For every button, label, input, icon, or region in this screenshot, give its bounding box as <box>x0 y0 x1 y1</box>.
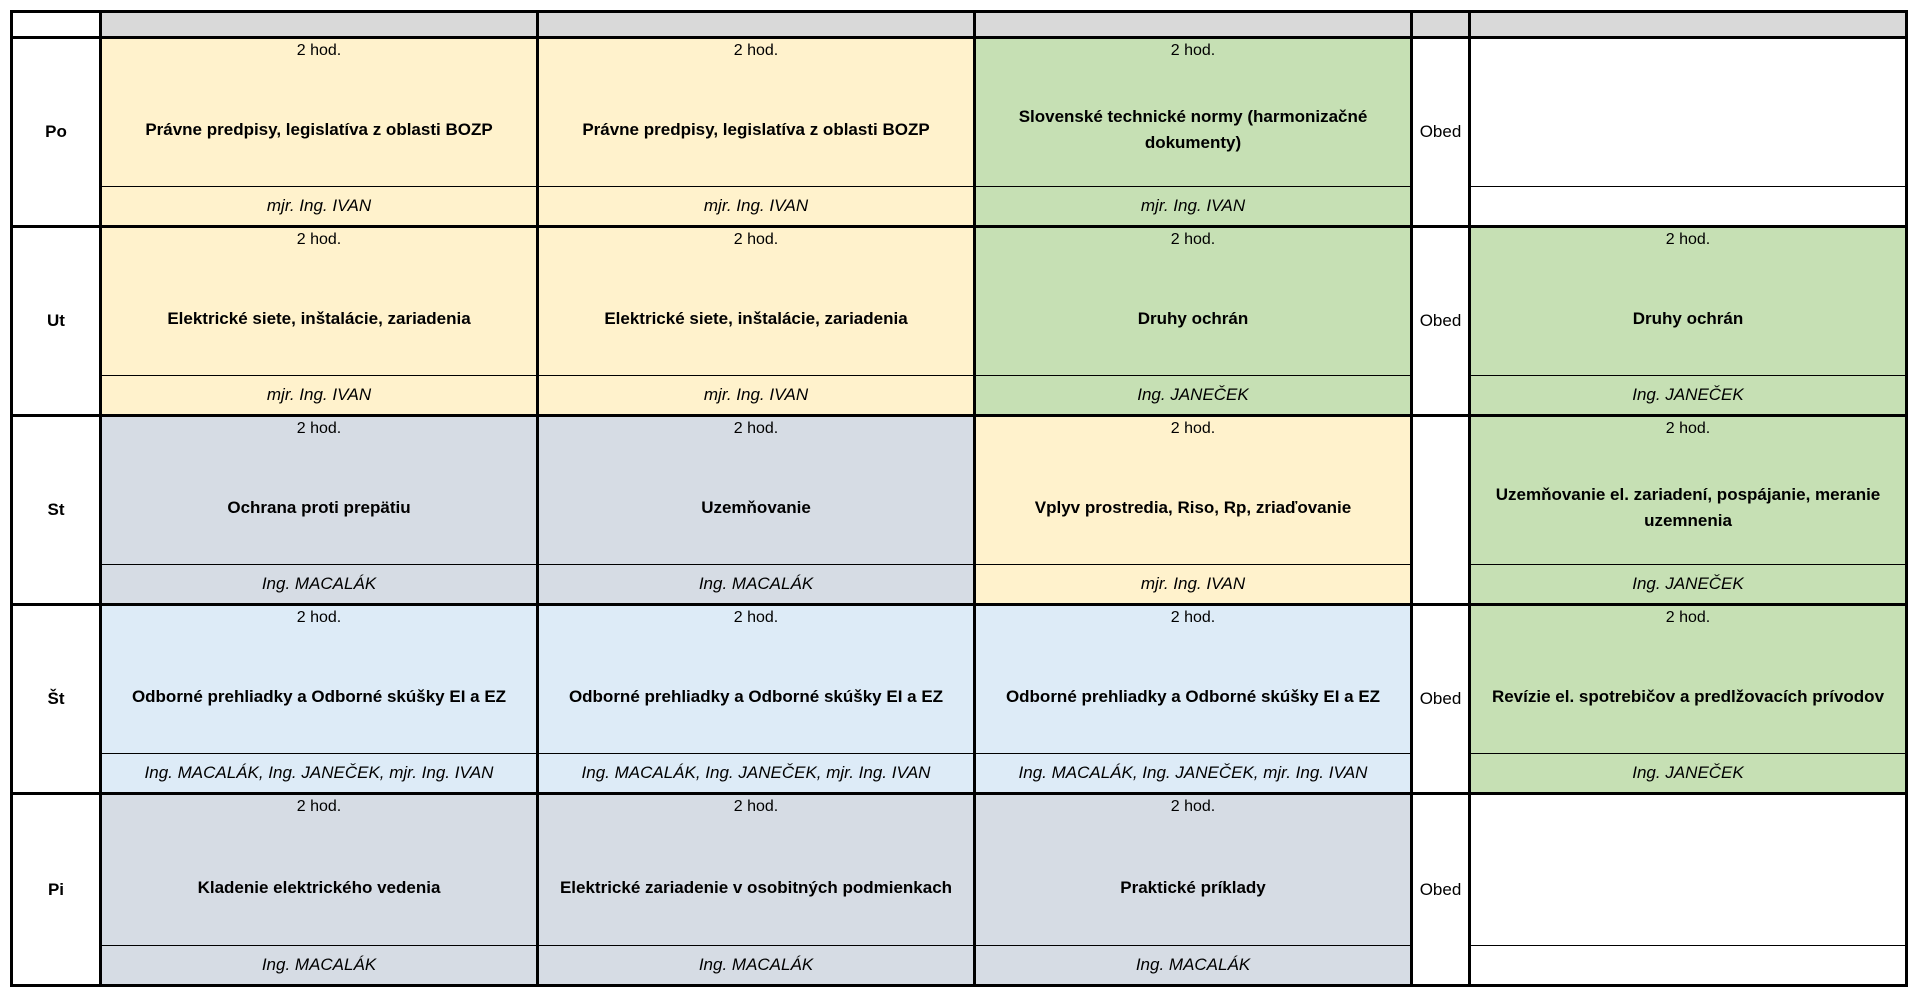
lesson-cell <box>99 417 536 606</box>
lesson-title: Právne predpisy, legislatíva z oblasti BOZP <box>582 120 930 139</box>
day-label: Po <box>13 39 99 228</box>
lesson-cell <box>536 417 973 606</box>
lesson-lecturer: mjr. Ing. IVAN <box>539 375 973 414</box>
lesson-cell <box>973 417 1410 606</box>
lesson-hours: 2 hod. <box>733 42 779 59</box>
lesson-hours: 2 hod. <box>296 42 342 59</box>
lesson-title <box>1678 798 1698 945</box>
lesson-lecturer <box>1471 186 1905 225</box>
lesson-title: Elektrické siete, inštalácie, zariadenia <box>167 309 471 328</box>
lesson-lecturer: mjr. Ing. IVAN <box>976 564 1410 603</box>
lesson-cell <box>1468 606 1905 795</box>
header-slot-1 <box>99 13 536 39</box>
header-lunch <box>1410 13 1468 39</box>
lesson-lecturer: mjr. Ing. IVAN <box>539 186 973 225</box>
lesson-cell <box>973 228 1410 417</box>
lesson-lecturer: Ing. MACALÁK <box>539 564 973 603</box>
lesson-lecturer: Ing. JANEČEK <box>1471 375 1905 414</box>
lesson-cell <box>1468 228 1905 417</box>
lesson-lecturer <box>1471 945 1905 984</box>
lesson-cell <box>973 795 1410 984</box>
lesson-cell <box>536 606 973 795</box>
lesson-hours: 2 hod. <box>1665 609 1711 626</box>
schedule-table <box>10 10 1908 987</box>
lesson-title: Kladenie elektrického vedenia <box>197 877 441 897</box>
lesson-title: Ochrana proti prepätiu <box>227 498 411 517</box>
lesson-lecturer: Ing. MACALÁK, Ing. JANEČEK, mjr. Ing. IVAN <box>102 753 536 792</box>
lesson-hours: 2 hod. <box>296 798 342 815</box>
lesson-cell <box>973 606 1410 795</box>
lesson-cell <box>536 39 973 228</box>
lesson-title: Vplyv prostredia, Riso, Rp, zriaďovanie <box>1034 498 1352 517</box>
day-label: Št <box>13 606 99 795</box>
lesson-hours: 2 hod. <box>1665 231 1711 248</box>
lesson-lecturer: Ing. MACALÁK, Ing. JANEČEK, mjr. Ing. IVAN <box>976 753 1410 792</box>
lesson-cell <box>99 228 536 417</box>
lesson-lecturer: Ing. JANEČEK <box>976 375 1410 414</box>
lesson-title: Elektrické siete, inštalácie, zariadenia <box>604 309 908 328</box>
day-label: Pi <box>47 879 65 899</box>
lesson-lecturer: Ing. JANEČEK <box>1471 564 1905 603</box>
lesson-cell <box>99 39 536 228</box>
lesson-hours: 2 hod. <box>1665 420 1711 437</box>
lesson-title: Uzemňovanie <box>701 498 811 517</box>
lesson-hours: 2 hod. <box>296 609 342 626</box>
lesson-hours: 2 hod. <box>733 420 779 437</box>
lunch-label <box>1410 417 1468 606</box>
lesson-lecturer: Ing. MACALÁK, Ing. JANEČEK, mjr. Ing. IVAN <box>539 753 973 792</box>
lesson-title: Právne predpisy, legislatíva z oblasti BOZP <box>145 120 493 139</box>
lesson-hours: 2 hod. <box>733 609 779 626</box>
lesson-title: Druhy ochrán <box>1632 309 1744 328</box>
lesson-cell <box>99 795 536 984</box>
lesson-hours: 2 hod. <box>1170 231 1216 248</box>
lesson-lecturer: mjr. Ing. IVAN <box>976 186 1410 225</box>
lesson-title: Uzemňovanie el. zariadení, pospájanie, meranie uzemnenia <box>1495 485 1881 530</box>
day-label: Ut <box>13 228 99 417</box>
lesson-cell <box>1468 417 1905 606</box>
lesson-hours: 2 hod. <box>733 798 779 815</box>
header-corner <box>13 13 99 39</box>
lesson-lecturer: Ing. MACALÁK <box>102 945 536 984</box>
lesson-hours: 2 hod. <box>1170 609 1216 626</box>
header-slot-3 <box>973 13 1410 39</box>
lesson-lecturer: mjr. Ing. IVAN <box>102 186 536 225</box>
lesson-title: Praktické príklady <box>1120 877 1266 897</box>
lesson-title: Odborné prehliadky a Odborné skúšky EI a EZ <box>131 687 507 706</box>
lesson-title: Elektrické zariadenie v osobitných podmienkach <box>559 877 953 897</box>
lesson-lecturer: mjr. Ing. IVAN <box>102 375 536 414</box>
lesson-hours: 2 hod. <box>1170 42 1216 59</box>
lesson-title: Druhy ochrán <box>1137 309 1249 328</box>
day-label: St <box>13 417 99 606</box>
lesson-title <box>1678 42 1698 186</box>
lunch-label: Obed <box>1410 228 1468 417</box>
lunch-label: Obed <box>1410 606 1468 795</box>
lesson-hours: 2 hod. <box>1170 798 1216 815</box>
lunch-label: Obed <box>1410 39 1468 228</box>
lesson-hours: 2 hod. <box>1170 420 1216 437</box>
lesson-lecturer: Ing. JANEČEK <box>1471 753 1905 792</box>
lesson-cell <box>99 606 536 795</box>
lesson-hours: 2 hod. <box>296 420 342 437</box>
lesson-title: Slovenské technické normy (harmonizačné dokumenty) <box>1018 107 1368 152</box>
lesson-title: Odborné prehliadky a Odborné skúšky EI a EZ <box>1005 687 1381 706</box>
header-slot-4 <box>1468 13 1905 39</box>
lesson-hours: 2 hod. <box>296 231 342 248</box>
lesson-title: Revízie el. spotrebičov a predlžovacích prívodov <box>1491 687 1885 706</box>
lesson-lecturer: Ing. MACALÁK <box>102 564 536 603</box>
lesson-cell <box>973 39 1410 228</box>
lesson-cell <box>536 795 973 984</box>
lunch-label: Obed <box>1410 795 1468 984</box>
lesson-lecturer: Ing. MACALÁK <box>976 945 1410 984</box>
lesson-lecturer: Ing. MACALÁK <box>539 945 973 984</box>
lesson-hours: 2 hod. <box>733 231 779 248</box>
lesson-title: Odborné prehliadky a Odborné skúšky EI a EZ <box>568 687 944 706</box>
lesson-cell-empty <box>1468 795 1905 984</box>
lesson-cell <box>536 228 973 417</box>
lesson-cell-empty <box>1468 39 1905 228</box>
header-slot-2 <box>536 13 973 39</box>
